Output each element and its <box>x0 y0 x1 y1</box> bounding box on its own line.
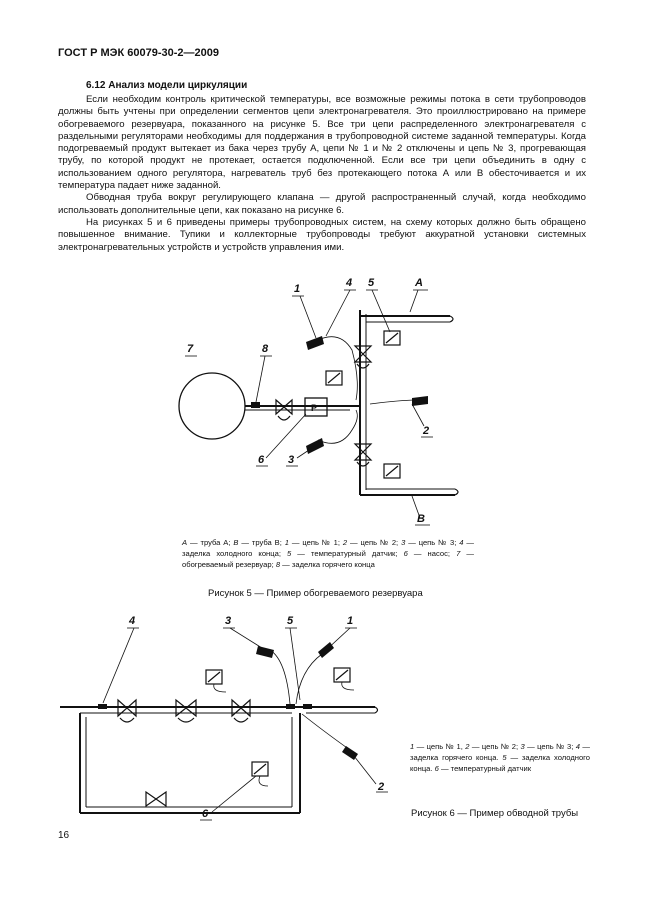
fig6-hot-end-4 <box>98 704 107 709</box>
legend6-item: 2 — цепь № 2; <box>465 742 521 751</box>
fig6-label-1: 1 <box>347 615 354 627</box>
legend6-item: 3 — цепь № 3; <box>520 742 576 751</box>
fig5-label-B: В <box>417 513 425 525</box>
legend5-item: 4 — заделка холодного конца; <box>182 538 474 558</box>
section-title: 6.12 Анализ модели циркуляции <box>86 80 248 91</box>
legend6-item: 4 — заделка горячего конца. <box>410 742 590 762</box>
paragraph-1: Если необходим контроль критической температуры, все возможные режимы потока в сети трубопроводов должны быть учтены при определении сегментов цепи электронагревателя. Это проиллюстрировано на примере обогреваемого резервуара, показанного на рисунке 5. Все три цепи распределенного электронагревателя с раздельными регуляторами необходимы для поддержания в трубопроводной системе заданной температуры. Когда подогреваемый продукт вытекает из бака через трубу А, цепи № 1 и № 2 отключены и цепь № 3, прогревающая трубу, по которой продукт не протекает, остается подключенной. Если все три цепи объединить в одну с использованием одного регулятора, нагреватель труб без протекающего потока А или В обесточивается и их температура падает ниже заданной. <box>58 94 586 192</box>
fig6-label-2: 2 <box>378 781 385 793</box>
legend5-item: 7 — обогреваемый резервуар; <box>182 549 474 569</box>
fig6-bypass-valve <box>146 792 166 806</box>
legend5-item: В — труба В; <box>233 538 285 547</box>
legend5-item: А — труба А; <box>182 538 234 547</box>
fig6-hot-end <box>286 704 295 709</box>
fig6-label-3: 3 <box>225 615 232 627</box>
fig5-label-A: А <box>415 277 423 289</box>
fig5-label-3: 3 <box>288 454 295 466</box>
document-header: ГОСТ Р МЭК 60079-30-2—2009 <box>58 47 219 59</box>
paragraph-2: Обводная труба вокруг регулирующего клапана — другой распространенный случай, когда необходимо использовать дополнительные цепи, как показано на рисунке 6. <box>58 192 586 216</box>
fig5-label-5: 5 <box>368 277 375 289</box>
legend6-item: 1 — цепь № 1, <box>410 742 466 751</box>
legend5-item: 5 — температурный датчик; <box>287 549 404 558</box>
legend6-item: 6 — температурный датчик <box>434 764 532 773</box>
fig5-label-1: 1 <box>294 283 301 295</box>
fig6-hot-end-b <box>303 704 312 709</box>
page-number: 16 <box>58 830 70 841</box>
legend5-item: 8 — заделка горячего конца <box>275 560 375 569</box>
fig6-label-6: 6 <box>202 808 209 820</box>
paragraph-3: На рисунках 5 и 6 приведены примеры трубопроводных систем, на схему которых должно быть обращено повышенное внимание. Тупики и коллекторные трубопроводы требуют аккуратной установки системных электронагревательных устройств и устройств управления ими. <box>58 216 586 253</box>
fig5-label-8: 8 <box>262 343 269 355</box>
fig6-label-4: 4 <box>129 615 136 627</box>
fig5-label-6: 6 <box>258 454 265 466</box>
figure-5-title: Рисунок 5 — Пример обогреваемого резервуара <box>208 588 423 599</box>
legend5-item: 1 — цепь № 1; <box>284 538 343 547</box>
legend6-item: 5 — заделка холодного конца. <box>410 753 590 773</box>
legend5-item: 3 — цепь № 3; <box>401 538 460 547</box>
fig5-label-4: 4 <box>346 277 353 289</box>
legend5-item: 6 — насос; <box>403 549 457 558</box>
pump-label: Р <box>311 403 318 413</box>
fig6-label-5: 5 <box>287 615 294 627</box>
legend5-item: 2 — цепь № 2; <box>342 538 402 547</box>
figure-6-title: Рисунок 6 — Пример обводной трубы <box>411 808 579 819</box>
figure-6-legend <box>410 741 590 774</box>
fig6-cold-end-3 <box>256 646 274 658</box>
fig5-label-2: 2 <box>423 425 430 437</box>
fig5-label-7: 7 <box>187 343 194 355</box>
